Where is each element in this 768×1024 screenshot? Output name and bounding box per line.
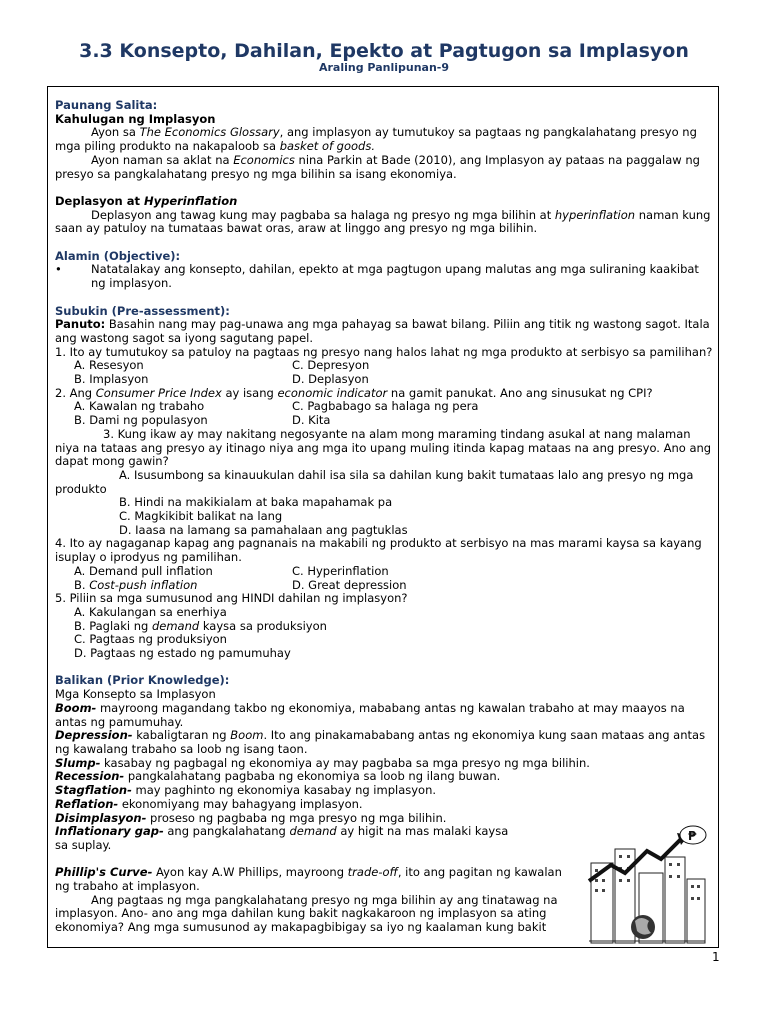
- paragraph: Deplasyon ang tawag kung may pagbaba sa halaga ng presyo ng mga bilihin at hyperinflation naman kung saan ay patuloy na tumataas bawat oras, araw at linggo ang presyo ng mga bilihin.: [55, 207, 711, 236]
- definition: Depression- kabaligtaran ng Boom. Ito ang pinakamababang antas ng ekonomiya kung saan mataas ang antas ng kawalang trabaho sa loob ng isang taon.: [55, 728, 706, 756]
- question-2: 2. Ang Consumer Price Index ay isang economic indicator na gamit panukat. Ano ang sinusukat ng CPI?: [55, 385, 653, 400]
- definition: Disimplasyon- proseso ng pagbaba ng mga presyo ng mga bilihin.: [55, 810, 447, 825]
- choice: D. Pagtaas ng estado ng pamumuhay: [74, 646, 291, 661]
- subheading-deplasyon: Deplasyon at Hyperinflation: [55, 193, 238, 208]
- question-1: 1. Ito ay tumutukoy sa patuloy na pagtaas ng presyo nang halos lahat ng mga produkto at serbisyo sa pamilihan?: [55, 344, 713, 359]
- choice-row: B. Cost-push inflation D. Great depression: [74, 577, 407, 592]
- paragraph: Ayon naman sa aklat na Economics nina Parkin at Bade (2010), ang Implasyon ay pataas na paggalaw ng presyo sa pangkalahatang presyo ng mga bilihin sa isang ekonomiya.: [55, 152, 700, 181]
- list-item: • Natatalakay ang konsepto, dahilan, epekto at mga pagtugon upang malutas ang mga suliraning kaakibat ng implasyon.: [55, 262, 699, 291]
- choice-row: A. Resesyon C. Depresyon: [74, 358, 370, 373]
- choice: D. Iaasa na lamang sa pamahalaan ang pagtuklas: [119, 522, 408, 537]
- section-heading-paunang-salita: Paunang Salita:: [55, 98, 158, 112]
- choice-row: B. Implasyon D. Deplasyon: [74, 372, 369, 387]
- definition: Reflation- ekonomiyang may bahagyang implasyon.: [55, 796, 363, 811]
- definition: Inflationary gap- ang pangkalahatang demand ay higit na mas malaki kaysa sa suplay.: [55, 824, 509, 852]
- question-3: 3. Kung ikaw ay may nakitang negosyante na alam mong maraming tindang asukal at nang malaman niya na tataas ang presyo ay itinago niya ang mga ito upang muling itinda kapag mataas na ang presyo. Ano ang dapat mong gawin?: [55, 426, 712, 469]
- question-5: 5. Piliin sa mga sumusunod ang HINDI dahilan ng implasyon?: [55, 591, 408, 606]
- page-number: 1: [712, 950, 720, 964]
- definition: Recession- pangkalahatang pagbaba ng ekonomiya sa loob ng ilang buwan.: [55, 769, 501, 784]
- paragraph: Ayon sa The Economics Glossary, ang implasyon ay tumutukoy sa pagtaas ng pangkalahatang presyo ng mga piling produkto na nakapaloob sa basket of goods.: [55, 125, 697, 154]
- definition: Stagflation- may paghinto ng ekonomiya kasabay ng implasyon.: [55, 783, 437, 798]
- peso-sign-icon: ₱: [688, 829, 697, 843]
- inflation-illustration: [585, 823, 709, 947]
- definition: Slump- kasabay ng pagbagal ng ekonomiya ay may pagbaba sa mga presyo ng mga bilihin.: [55, 755, 590, 770]
- choice: B. Hindi na makikialam at baka mapahamak pa: [119, 495, 393, 510]
- instructions: Panuto: Basahin nang may pag-unawa ang mga pahayag sa bawat bilang. Piliin ang titik ng wastong sagot. Itala ang wastong sagot sa iyong sagutang papel.: [55, 317, 710, 345]
- content-box: [47, 86, 719, 948]
- definition: Phillip's Curve- Ayon kay A.W Phillips, mayroong trade-off, ito ang pagitan ng kawalan ng trabaho at implasyon.: [55, 865, 562, 893]
- intro-text: Mga Konsepto sa Implasyon: [55, 687, 216, 702]
- choice: A. Isusumbong sa kinauukulan dahil isa sila sa dahilan kung bakit tumataas lalo ang presyo ng mga produkto: [55, 467, 694, 496]
- page-title: 3.3 Konsepto, Dahilan, Epekto at Pagtugon sa Implasyon: [79, 40, 689, 62]
- definition: Boom- mayroong magandang takbo ng ekonomiya, mababang antas ng kawalan trabaho at may maayos na antas ng pamumuhay.: [55, 700, 685, 729]
- choice-row: A. Kawalan ng trabaho C. Pagbabago sa halaga ng pera: [74, 399, 479, 414]
- choice-row: B. Dami ng populasyon D. Kita: [74, 413, 331, 428]
- choice: C. Pagtaas ng produksiyon: [74, 632, 227, 647]
- section-heading-balikan: Balikan (Prior Knowledge):: [55, 673, 230, 688]
- content-body: [55, 99, 713, 935]
- section-heading-subukin: Subukin (Pre-assessment):: [55, 303, 230, 318]
- subheading-kahulugan: Kahulugan ng Implasyon: [55, 111, 216, 126]
- section-heading-alamin: Alamin (Objective):: [55, 248, 181, 263]
- bullet-icon: •: [55, 262, 62, 277]
- choice-row: A. Demand pull inflation C. Hyperinflation: [74, 563, 389, 578]
- paragraph: Ang pagtaas ng mga pangkalahatang presyo ng mga bilihin ay ang tinatawag na implasyon. Ano- ano ang mga dahilan kung bakit nagkakaroon ng implasyon sa ating ekonomiya? Ang mga sumusunod ay makapagbibigay sa iyo ng kaalaman kung bakit: [55, 892, 558, 935]
- choice: C. Magkikibit balikat na lang: [119, 509, 283, 524]
- choice: A. Kakulangan sa enerhiya: [74, 604, 227, 619]
- page-subtitle: Araling Panlipunan-9: [318, 61, 449, 74]
- question-4: 4. Ito ay nagaganap kapag ang pagnanais na makabili ng produkto at serbisyo na mas marami kaysa sa kayang isuplay o iprodyus ng pamilihan.: [55, 536, 702, 565]
- choice: B. Paglaki ng demand kaysa sa produksiyon: [74, 618, 327, 633]
